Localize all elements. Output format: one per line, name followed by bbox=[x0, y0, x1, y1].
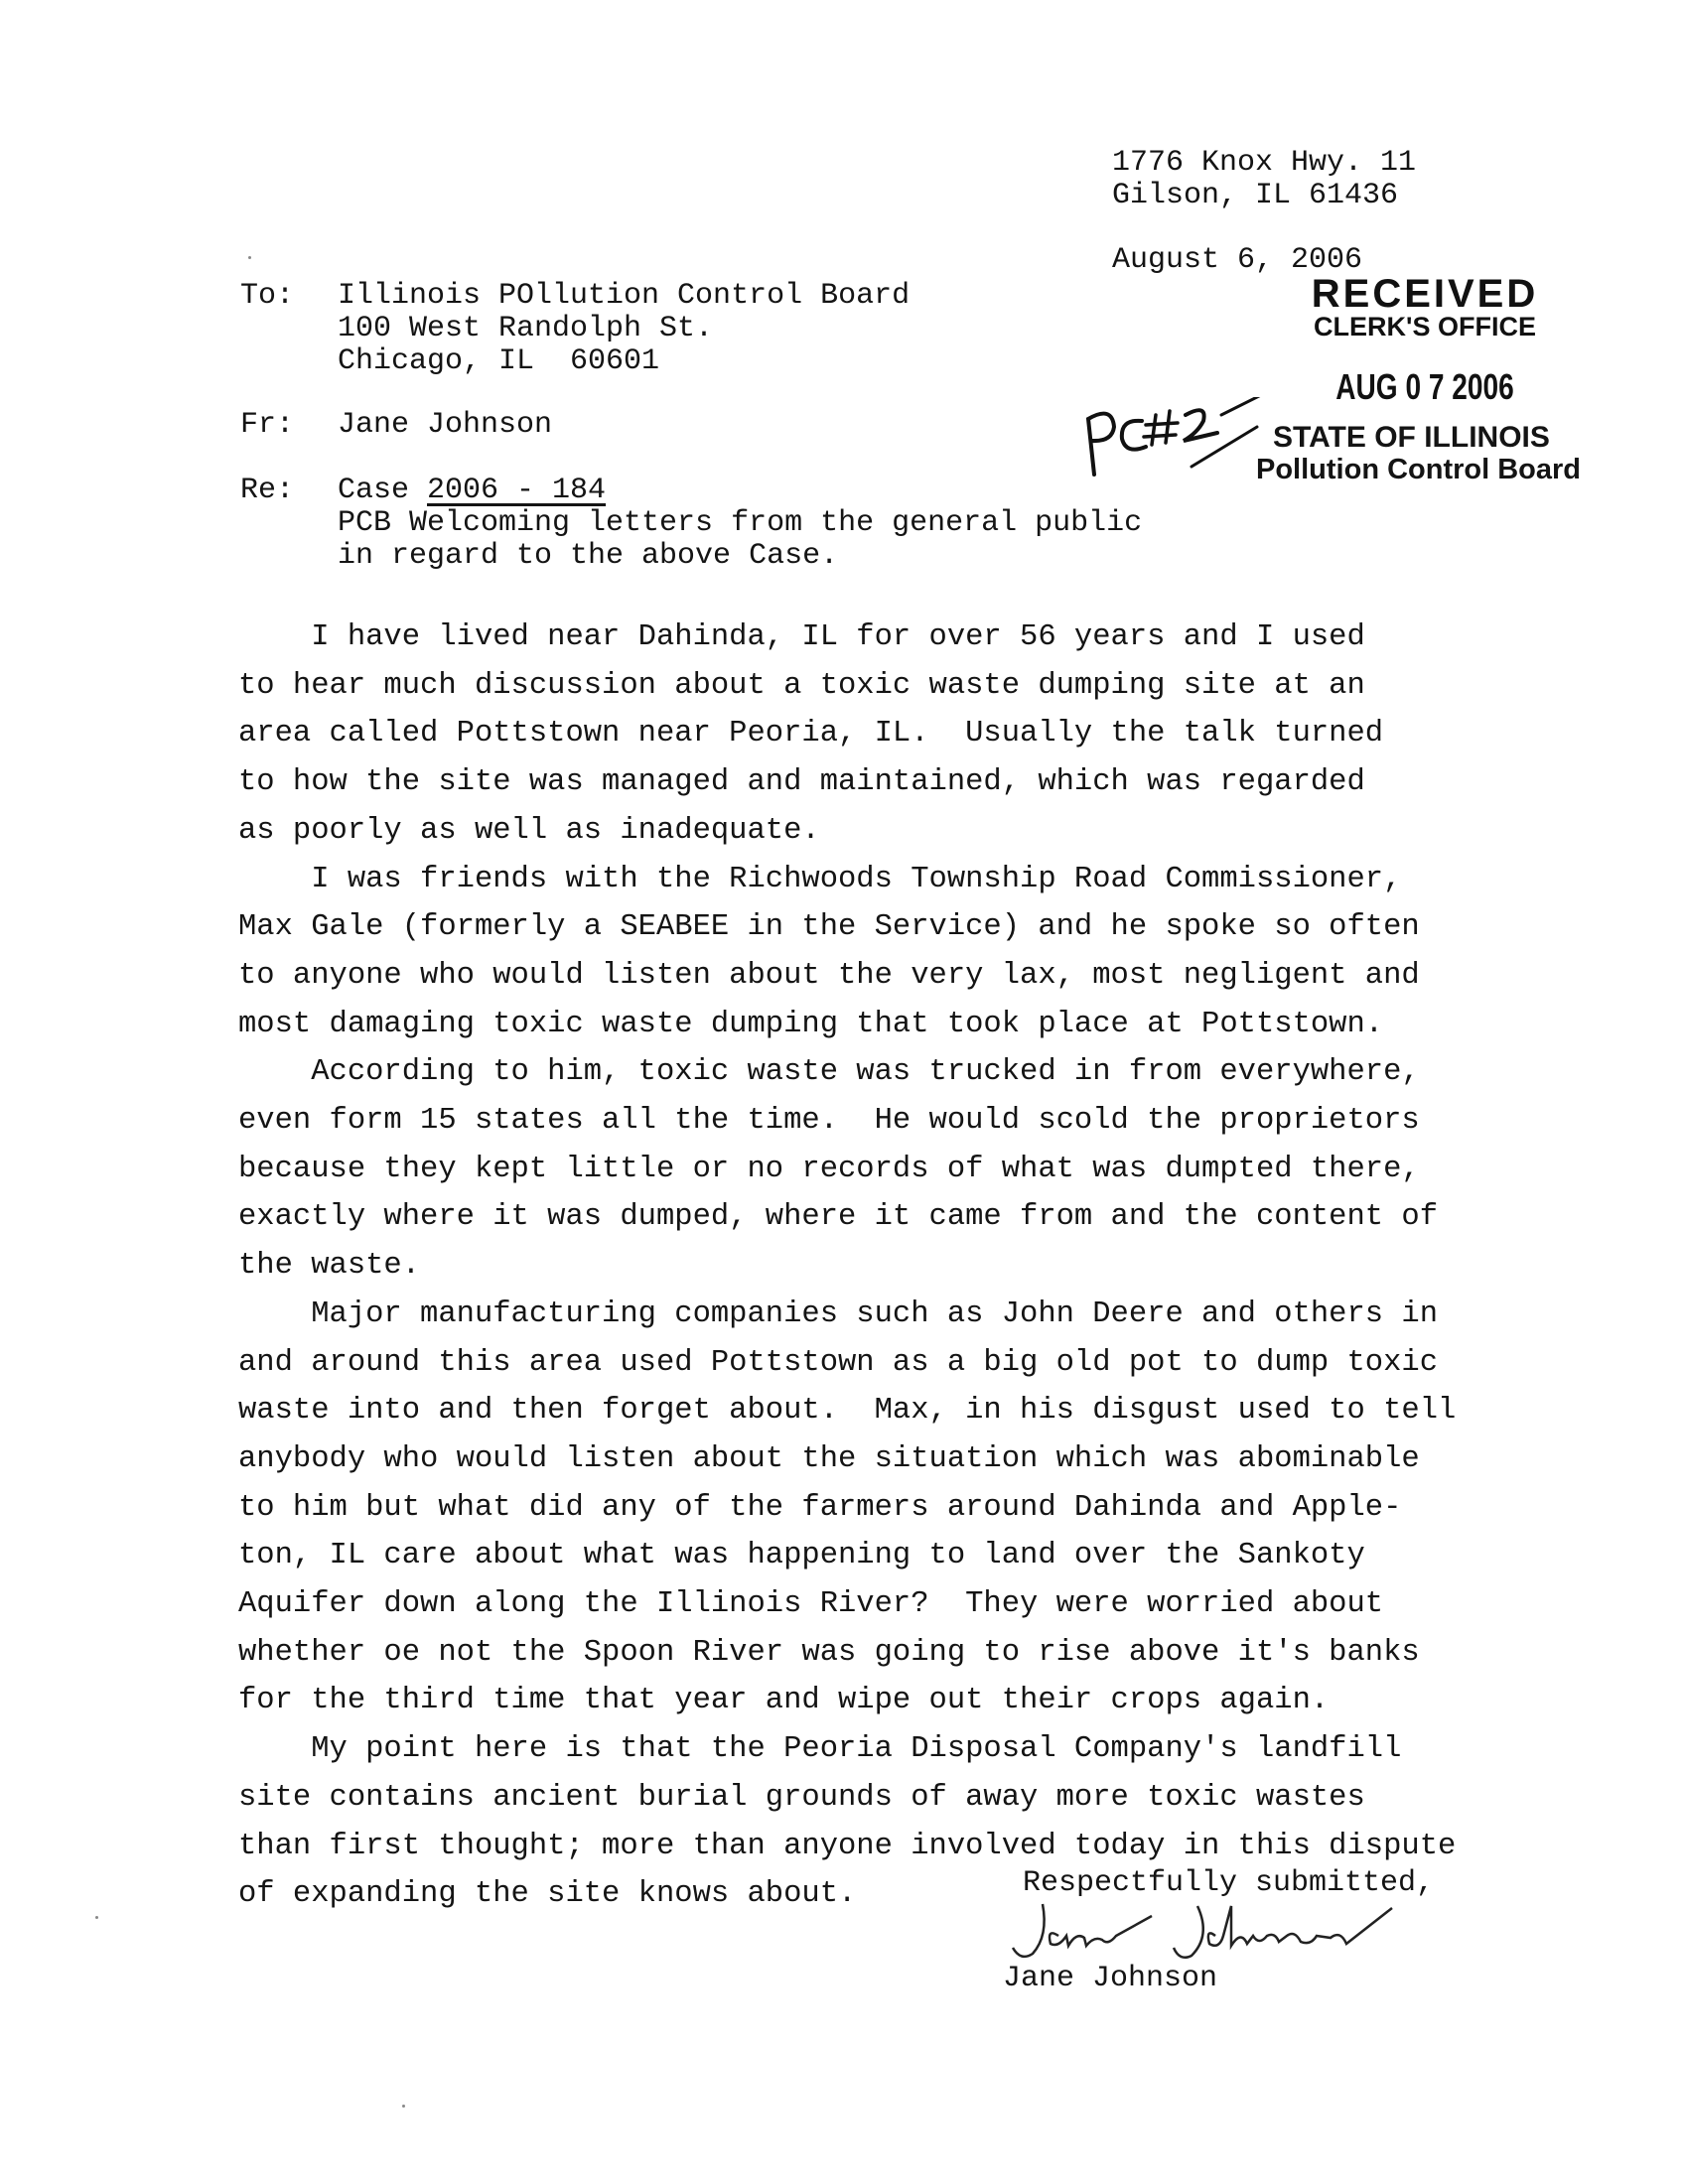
to-label: To: bbox=[240, 279, 295, 313]
subject-line-2: PCB Welcoming letters from the general public bbox=[338, 506, 1143, 540]
case-prefix: Case bbox=[338, 474, 428, 507]
body-paragraph-2: I was friends with the Richwoods Township Road Commissioner, Max Gale (formerly a SEABEE in the Service) and he spoke so often to anyone who would listen about the very lax, most negligent and most damaging toxic waste dumping that took place at Pottstown. bbox=[238, 862, 1420, 1041]
scan-speck bbox=[402, 2105, 405, 2108]
body-paragraph-1: I have lived near Dahinda, IL for over 56 years and I used to hear much discussion about a toxic waste dumping site at an area called Pottstown near Peoria, IL. Usually the talk turned to how the site was managed and maintained, which was regarded as poorly as well as inadequate. bbox=[238, 620, 1384, 848]
recipient-line-3: Chicago, IL 60601 bbox=[338, 344, 660, 378]
body-paragraph-3: According to him, toxic waste was trucked in from everywhere, even form 15 states all the time. He would scold the proprietors because they kept little or no records of what was dumpted there, exactly where it was dumped, where it came from and the content of the waste. bbox=[238, 1055, 1438, 1284]
scan-speck bbox=[248, 256, 251, 259]
received-stamp bbox=[1261, 274, 1589, 407]
sender-address bbox=[1112, 147, 1416, 212]
subject-line-3: in regard to the above Case. bbox=[338, 539, 839, 573]
typed-signature-name: Jane Johnson bbox=[1003, 1962, 1218, 1995]
body-paragraph-4: Major manufacturing companies such as John Deere and others in and around this area used Pottstown as a big old pot to dump toxic waste into and then forget about. Max, in his disgust used to tell anybody who would listen about the situation which was abominable to him but what did any of the farmers around Dahinda and Apple- ton, IL care about what was happening to land over the Sankoty Aquifer down along the Illinois River? They were worried about whether oe not the Spoon River was going to rise above it's banks for the third time that year and wipe out their crops again. bbox=[238, 1297, 1457, 1718]
letter-date: August 6, 2006 bbox=[1112, 243, 1363, 277]
scan-speck bbox=[95, 1916, 98, 1919]
letter-body bbox=[238, 614, 1559, 1919]
from-label: Fr: bbox=[240, 408, 295, 442]
sender-address-line2: Gilson, IL 61436 bbox=[1112, 179, 1399, 212]
body-paragraph-5: My point here is that the Peoria Disposal Company's landfill site contains ancient burial grounds of away more toxic wastes than first thought; more than anyone involved today in this dispute of expanding the site knows about. bbox=[238, 1732, 1457, 1912]
stamp-received-text: RECEIVED bbox=[1311, 272, 1539, 316]
closing-text: Respectfully submitted, bbox=[1023, 1866, 1435, 1900]
stamp-state: STATE OF ILLINOIS bbox=[1273, 421, 1550, 454]
recipient-line-1: Illinois POllution Control Board bbox=[338, 279, 911, 313]
re-label: Re: bbox=[240, 474, 295, 507]
stamp-clerks-office: CLERK'S OFFICE bbox=[1314, 312, 1536, 341]
recipient-address bbox=[338, 280, 910, 378]
subject-block bbox=[338, 475, 1142, 573]
case-number: 2006 - 184 bbox=[427, 474, 607, 507]
sender-address-line1: 1776 Knox Hwy. 11 bbox=[1112, 146, 1417, 180]
stamp-board: Pollution Control Board bbox=[1256, 454, 1582, 485]
stamp-date: AUG 0 7 2006 bbox=[1335, 366, 1514, 407]
recipient-line-2: 100 West Randolph St. bbox=[338, 312, 714, 345]
handwritten-signature-icon bbox=[1003, 1896, 1460, 1966]
from-value: Jane Johnson bbox=[338, 408, 553, 442]
handwritten-pc-note-icon bbox=[1072, 397, 1271, 486]
